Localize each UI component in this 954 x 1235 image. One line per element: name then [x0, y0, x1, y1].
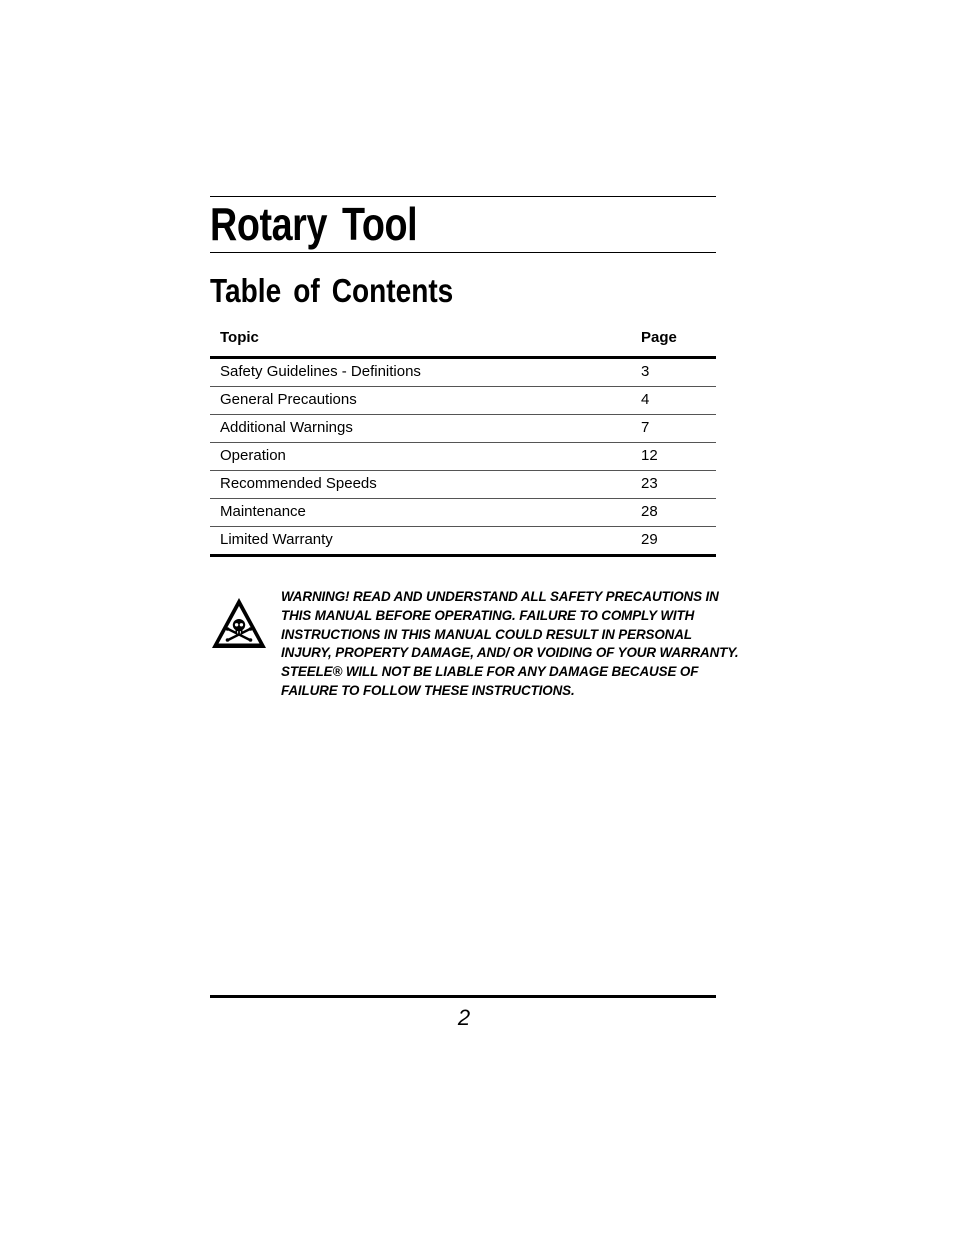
- toc-page: 12: [641, 447, 658, 464]
- toc-topic: Additional Warnings: [220, 419, 353, 436]
- title-bottom-rule: [210, 252, 716, 253]
- toc-topic: Maintenance: [220, 503, 306, 520]
- footer-rule: [210, 995, 716, 998]
- toc-row: [210, 499, 716, 527]
- toc-page: 4: [641, 391, 650, 408]
- toc-page: 28: [641, 503, 658, 520]
- toc-row: [210, 471, 716, 499]
- toc-topic: Safety Guidelines - Definitions: [220, 363, 421, 380]
- toc-page: 29: [641, 531, 658, 548]
- safety-warning-text: WARNING! READ AND UNDERSTAND ALL SAFETY PRECAUTIONS IN THIS MANUAL BEFORE OPERATING. FAILURE TO COMPLY WITH INSTRUCTIONS IN THIS MANUAL COULD RESULT IN PERSONAL INJURY, PROPERTY DAMAGE, AND/ OR VOIDING OF YOUR WARRANTY. STEELE® WILL NOT BE LIABLE FOR ANY DAMAGE BECAUSE OF FAILURE TO FOLLOW THESE INSTRUCTIONS.: [281, 589, 739, 698]
- section-heading: Table of Contents: [210, 272, 454, 309]
- toc-header-topic: Topic: [220, 329, 259, 346]
- toc-row: [210, 527, 716, 557]
- toc-header-row: [210, 320, 716, 359]
- toc-header-page: Page: [641, 329, 677, 346]
- skull-crossbones-warning-triangle-icon: [210, 596, 268, 650]
- toc-page: 3: [641, 363, 650, 380]
- toc-topic: General Precautions: [220, 391, 357, 408]
- toc-row: [210, 415, 716, 443]
- page-number: 2: [457, 1005, 471, 1030]
- toc-topic: Operation: [220, 447, 286, 464]
- document-title: Rotary Tool: [210, 198, 418, 250]
- toc-topic: Limited Warranty: [220, 531, 333, 548]
- toc-page: 23: [641, 475, 658, 492]
- toc-row: [210, 443, 716, 471]
- table-of-contents: [210, 320, 716, 557]
- toc-topic: Recommended Speeds: [220, 475, 377, 492]
- toc-page: 7: [641, 419, 650, 436]
- toc-row: [210, 387, 716, 415]
- toc-row: [210, 359, 716, 387]
